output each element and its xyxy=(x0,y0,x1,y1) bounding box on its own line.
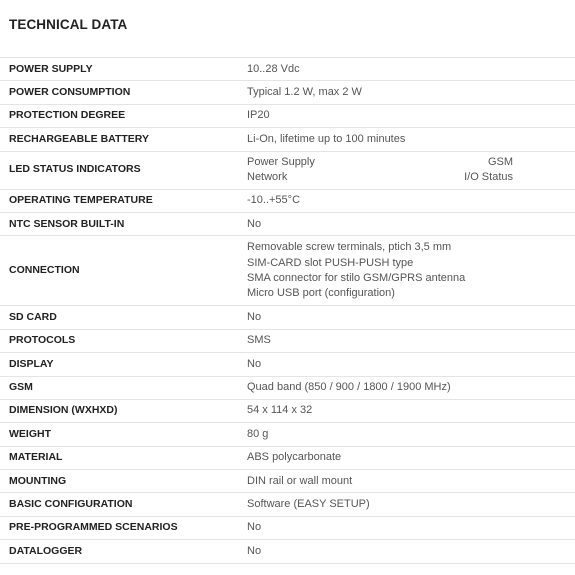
table-row xyxy=(0,540,575,563)
table-row xyxy=(0,212,575,235)
row-value xyxy=(239,353,575,376)
row-label: OPERATING TEMPERATURE xyxy=(0,189,239,212)
row-value xyxy=(239,236,575,306)
row-label: DIMENSION (WXHXD) xyxy=(0,399,239,422)
value-line: SMA connector for stilo GSM/GPRS antenna xyxy=(247,271,466,284)
row-label: RECHARGEABLE BATTERY xyxy=(0,128,239,151)
value-line: ABS polycarbonate xyxy=(247,451,342,464)
led-gsm: GSM xyxy=(487,155,513,168)
row-value xyxy=(239,104,575,127)
row-label: SD CARD xyxy=(0,306,239,329)
row-label: PRE-PROGRAMMED SCENARIOS xyxy=(0,516,239,539)
row-label: MOUNTING xyxy=(0,470,239,493)
row-value xyxy=(239,493,575,516)
table-row xyxy=(0,128,575,151)
value-line: Removable screw terminals, ptich 3,5 mm xyxy=(247,241,452,254)
row-value xyxy=(239,128,575,151)
row-value xyxy=(239,446,575,469)
row-label: WEIGHT xyxy=(0,423,239,446)
value-line: IP20 xyxy=(247,109,270,122)
row-label: POWER SUPPLY xyxy=(0,58,239,81)
value-line: Li-On, lifetime up to 100 minutes xyxy=(247,132,406,145)
row-label: CONNECTION xyxy=(0,236,239,306)
row-label: NTC SENSOR BUILT-IN xyxy=(0,212,239,235)
value-line: No xyxy=(247,310,262,323)
row-value xyxy=(239,399,575,422)
value-line: No xyxy=(247,544,262,557)
table-row xyxy=(0,423,575,446)
row-label: POWER CONSUMPTION xyxy=(0,81,239,104)
table-row xyxy=(0,399,575,422)
row-label: MATERIAL xyxy=(0,446,239,469)
value-line: 54 x 114 x 32 xyxy=(247,404,313,417)
led-power-supply: Power Supply xyxy=(247,155,315,168)
value-line: -10..+55°C xyxy=(247,194,301,207)
table-row xyxy=(0,329,575,352)
led-io-status: I/O Status xyxy=(464,171,513,184)
row-label: BASIC CONFIGURATION xyxy=(0,493,239,516)
value-line: SIM-CARD slot PUSH-PUSH type xyxy=(247,256,414,269)
value-line: SMS xyxy=(247,334,271,347)
row-label: DISPLAY xyxy=(0,353,239,376)
table-row xyxy=(0,236,575,306)
table-row xyxy=(0,151,575,189)
table-row xyxy=(0,376,575,399)
row-value xyxy=(239,423,575,446)
table-row xyxy=(0,81,575,104)
table-row xyxy=(0,189,575,212)
row-value xyxy=(239,306,575,329)
row-label: PROTOCOLS xyxy=(0,329,239,352)
value-line: No xyxy=(247,357,262,370)
led-indicator-list xyxy=(247,155,513,186)
row-value xyxy=(239,376,575,399)
value-line: 80 g xyxy=(247,427,269,440)
table-row xyxy=(0,104,575,127)
row-value xyxy=(239,212,575,235)
row-value xyxy=(239,58,575,81)
table-row xyxy=(0,493,575,516)
row-label: GSM xyxy=(0,376,239,399)
row-label: LED STATUS INDICATORS xyxy=(0,151,239,189)
technical-data-table xyxy=(0,57,575,564)
value-line: 10..28 Vdc xyxy=(247,62,300,75)
table-row xyxy=(0,516,575,539)
row-value xyxy=(239,540,575,563)
value-line: Software (EASY SETUP) xyxy=(247,498,370,511)
table-row xyxy=(0,58,575,81)
row-value xyxy=(239,329,575,352)
row-value xyxy=(239,470,575,493)
row-value xyxy=(239,81,575,104)
row-value xyxy=(239,189,575,212)
row-label: DATALOGGER xyxy=(0,540,239,563)
row-value xyxy=(239,516,575,539)
value-line: Typical 1.2 W, max 2 W xyxy=(247,85,362,98)
value-line: No xyxy=(247,521,262,534)
value-line: No xyxy=(247,217,262,230)
value-line: Micro USB port (configuration) xyxy=(247,287,395,300)
section-title: TECHNICAL DATA xyxy=(9,17,128,32)
table-row xyxy=(0,446,575,469)
row-value xyxy=(239,151,575,189)
led-network: Network xyxy=(247,171,288,184)
table-row xyxy=(0,353,575,376)
table-row xyxy=(0,470,575,493)
value-line: DIN rail or wall mount xyxy=(247,474,353,487)
row-label: PROTECTION DEGREE xyxy=(0,104,239,127)
value-line: Quad band (850 / 900 / 1800 / 1900 MHz) xyxy=(247,381,451,394)
table-row xyxy=(0,306,575,329)
